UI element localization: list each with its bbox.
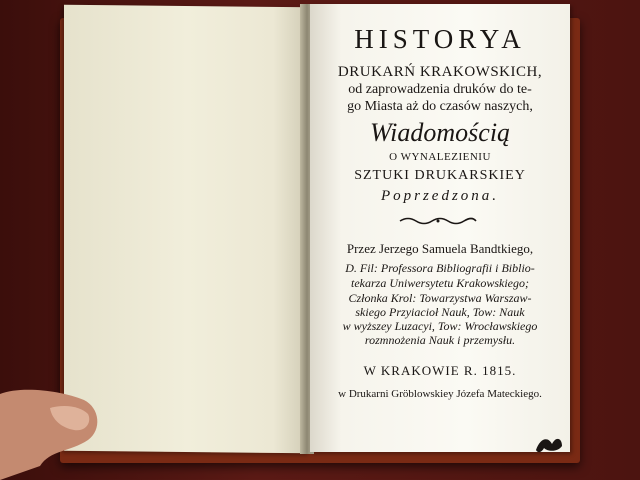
subtitle-line-6: SZTUKI DRUKARSKIEY — [354, 168, 526, 183]
ink-stamp-mark — [532, 432, 566, 454]
credentials-line-2: tekarza Uniwersytetu Krakowskiego; — [351, 276, 529, 290]
printer-line: w Drukarni Gröblowskiey Józefa Mateckiego. — [338, 388, 542, 400]
credentials-line-3: Członka Krol: Towarzystwa Warszaw- — [348, 291, 532, 305]
credentials-line-5: w wyższey Luzacyi, Tow: Wrocławskiego — [342, 319, 538, 333]
imprint-place-year: W KRAKOWIE R. 1815. — [363, 363, 517, 378]
ornament-divider — [398, 216, 478, 226]
subtitle-line-1: DRUKARŃ KRAKOWSKICH, — [337, 64, 543, 80]
thumb-holding-book — [0, 380, 105, 480]
subtitle-line-4: Wiadomością — [369, 118, 511, 147]
subtitle-line-5: O WYNALEZIENIU — [389, 151, 491, 163]
credentials-line-1: D. Fil: Professora Bibliografii i Biblio- — [345, 261, 535, 275]
author-line: Przez Jerzego Samuela Bandtkiego, — [346, 241, 534, 256]
credentials-line-6: rozmnożenia Nauk i przemysłu. — [364, 333, 516, 347]
subtitle-line-2: od zaprowadzenia druków do te- — [348, 82, 532, 97]
book-title: HISTORYA — [354, 24, 526, 54]
credentials-line-4: skiego Przyiacioł Nauk, Tow: Nauk — [355, 305, 525, 319]
title-page — [310, 4, 570, 452]
subtitle-line-7: Poprzedzona. — [380, 188, 500, 204]
subtitle-line-3: go Miasta aż do czasów naszych, — [347, 99, 533, 114]
